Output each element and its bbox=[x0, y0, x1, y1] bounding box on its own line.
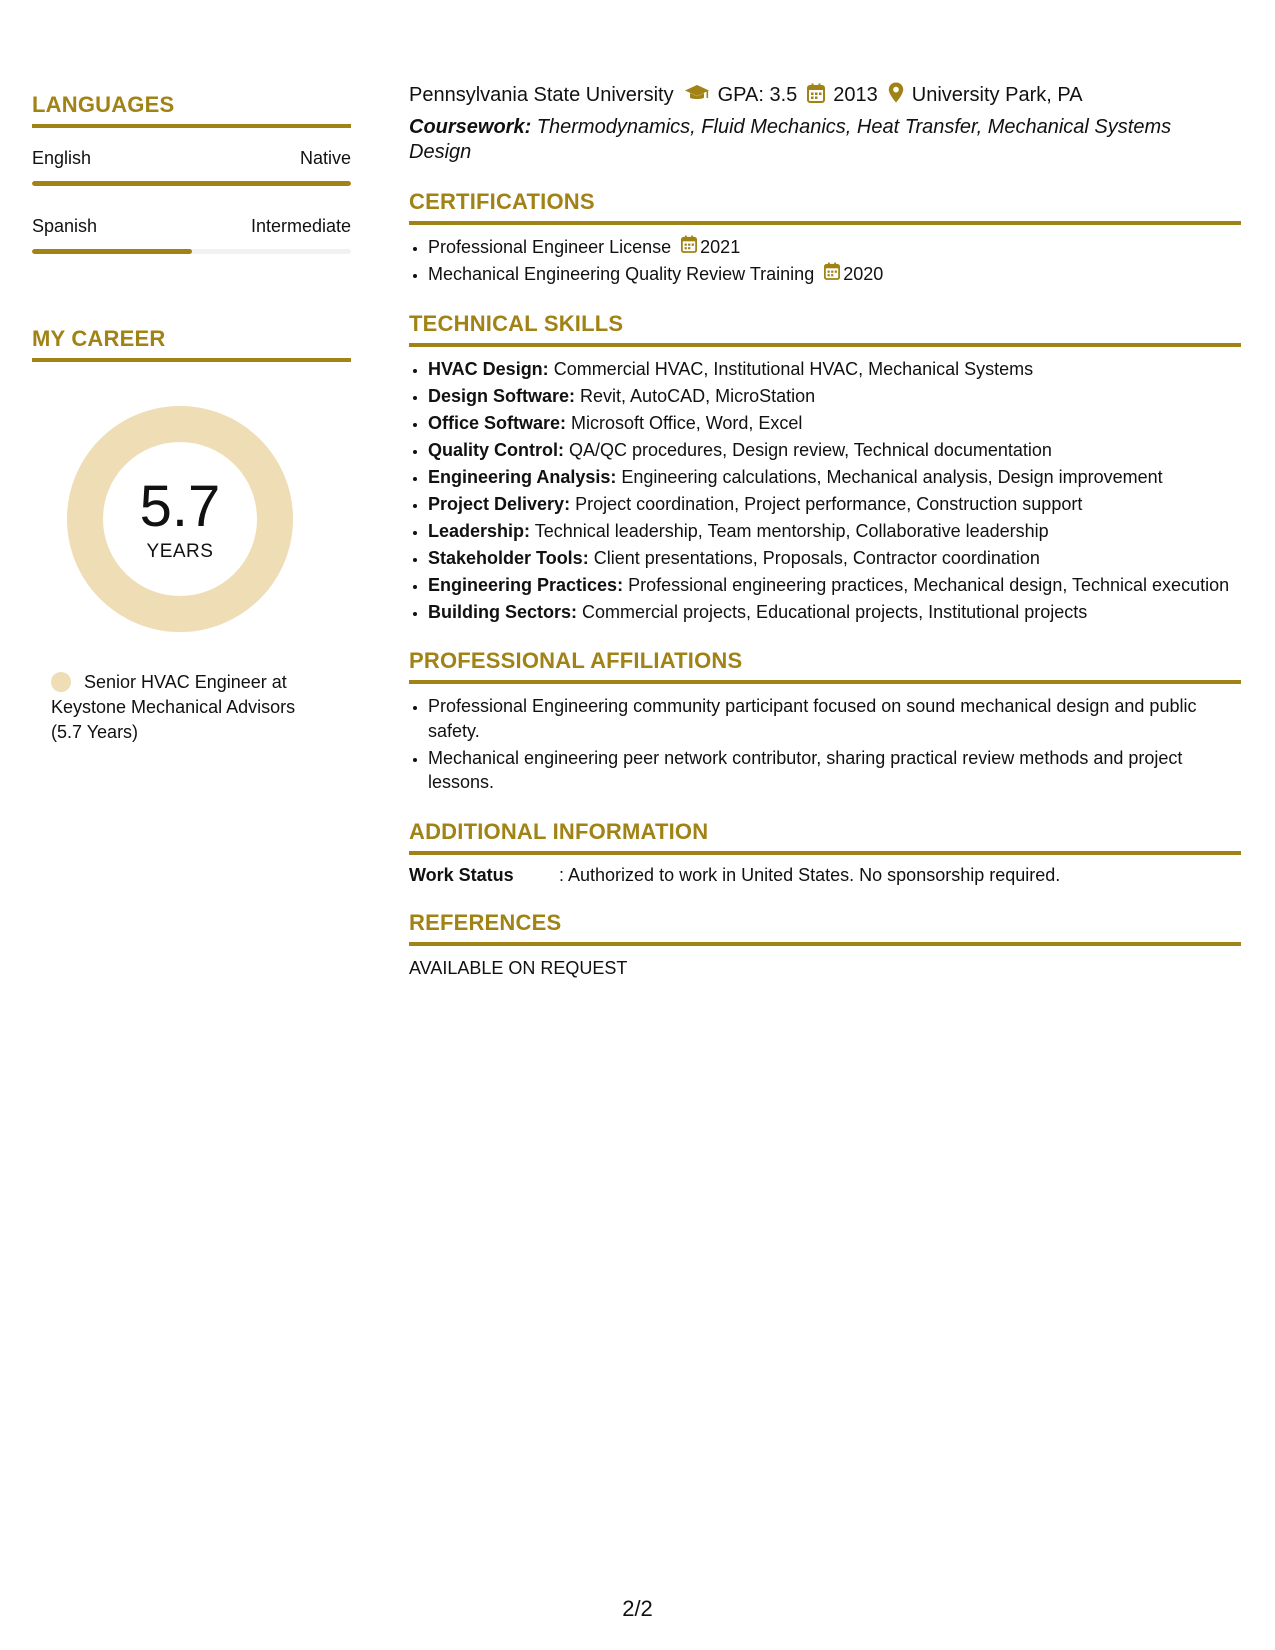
skill-text: Microsoft Office, Word, Excel bbox=[566, 412, 803, 433]
page-number: 2/2 bbox=[622, 1596, 653, 1621]
certifications-title: CERTIFICATIONS bbox=[409, 189, 1241, 225]
certification-name: Professional Engineer License bbox=[428, 237, 672, 257]
affiliations-title: PROFESSIONAL AFFILIATIONS bbox=[409, 648, 1241, 684]
skill-text: Commercial projects, Educational projects, Institutional projects bbox=[577, 601, 1088, 622]
career-donut-center bbox=[67, 406, 293, 632]
graduation-cap-icon bbox=[684, 84, 710, 108]
language-item bbox=[32, 148, 351, 186]
right-column bbox=[409, 82, 1241, 979]
education-line bbox=[409, 82, 1241, 109]
languages-section bbox=[32, 92, 351, 254]
skill-text: Technical leadership, Team mentorship, Collaborative leadership bbox=[530, 520, 1049, 541]
list-item: • Mechanical engineering peer network contributor, sharing practical review methods and project lessons. bbox=[428, 746, 1241, 795]
list-item bbox=[428, 519, 1241, 544]
skill-label: Project Delivery: bbox=[428, 493, 571, 514]
affiliations-list bbox=[409, 694, 1241, 795]
gpa: GPA: 3.5 bbox=[717, 84, 798, 106]
work-status-label: Work Status bbox=[409, 864, 514, 885]
skill-text: Commercial HVAC, Institutional HVAC, Mechanical Systems bbox=[548, 358, 1034, 379]
list-item bbox=[428, 465, 1241, 490]
calendar-icon bbox=[824, 262, 840, 287]
additional-info-title: ADDITIONAL INFORMATION bbox=[409, 819, 1241, 855]
language-name: Spanish bbox=[32, 216, 98, 236]
language-name: English bbox=[32, 148, 92, 168]
work-status-row bbox=[409, 865, 1241, 886]
list-item bbox=[428, 600, 1241, 625]
left-column bbox=[32, 92, 351, 745]
skill-label: HVAC Design: bbox=[428, 358, 549, 379]
school-location: University Park, PA bbox=[911, 84, 1083, 106]
list-item bbox=[428, 492, 1241, 517]
affiliations-section bbox=[409, 648, 1241, 795]
skill-label: Quality Control: bbox=[428, 439, 564, 460]
references-section bbox=[409, 910, 1241, 979]
certification-name: Mechanical Engineering Quality Review Training bbox=[428, 264, 815, 284]
language-proficiency-fill bbox=[32, 181, 351, 186]
map-pin-icon bbox=[888, 82, 904, 109]
skill-label: Building Sectors: bbox=[428, 601, 578, 622]
career-entry-text: Senior HVAC Engineer at Keystone Mechanical Advisors (5.7 Years) bbox=[51, 672, 296, 742]
skill-label: Design Software: bbox=[428, 385, 576, 406]
list-item bbox=[428, 235, 1241, 260]
skill-text: Engineering calculations, Mechanical analysis, Design improvement bbox=[616, 466, 1163, 487]
skill-text: Professional engineering practices, Mechanical design, Technical execution bbox=[623, 574, 1230, 595]
certification-year: 2021 bbox=[700, 237, 741, 257]
skill-label: Stakeholder Tools: bbox=[428, 547, 589, 568]
references-title: REFERENCES bbox=[409, 910, 1241, 946]
calendar-icon bbox=[681, 235, 697, 260]
career-total-value: 5.7 bbox=[139, 474, 221, 539]
career-section bbox=[32, 326, 351, 745]
career-donut-chart bbox=[67, 406, 293, 632]
skill-text: QA/QC procedures, Design review, Technical documentation bbox=[564, 439, 1052, 460]
list-item bbox=[428, 262, 1241, 287]
skill-label: Engineering Analysis: bbox=[428, 466, 617, 487]
certification-year: 2020 bbox=[843, 264, 884, 284]
list-item bbox=[428, 384, 1241, 409]
references-text: AVAILABLE ON REQUEST bbox=[409, 957, 628, 978]
graduation-year: 2013 bbox=[833, 84, 878, 106]
coursework-text: Thermodynamics, Fluid Mechanics, Heat Transfer, Mechanical Systems Design bbox=[409, 116, 1172, 163]
work-status-value: : Authorized to work in United States. No sponsorship required. bbox=[559, 864, 1061, 885]
skills-list bbox=[409, 357, 1241, 625]
language-proficiency-fill bbox=[32, 249, 192, 254]
career-title: MY CAREER bbox=[32, 326, 351, 362]
list-item bbox=[428, 357, 1241, 382]
skill-text: Revit, AutoCAD, MicroStation bbox=[575, 385, 816, 406]
languages-title: LANGUAGES bbox=[32, 92, 351, 128]
skill-label: Office Software: bbox=[428, 412, 567, 433]
skill-text: Client presentations, Proposals, Contractor coordination bbox=[588, 547, 1040, 568]
additional-info-section bbox=[409, 819, 1241, 886]
language-proficiency-bar bbox=[32, 181, 351, 186]
language-item bbox=[32, 216, 351, 254]
career-legend-dot bbox=[51, 672, 71, 692]
skill-label: Leadership: bbox=[428, 520, 531, 541]
coursework-label: Coursework: bbox=[409, 116, 532, 138]
list-item: • Professional Engineering community participant focused on sound mechanical design and public safety. bbox=[428, 694, 1241, 743]
coursework bbox=[409, 115, 1179, 165]
career-entry bbox=[51, 670, 331, 745]
skills-title: TECHNICAL SKILLS bbox=[409, 311, 1241, 347]
language-level: Intermediate bbox=[250, 216, 351, 236]
skill-text: Project coordination, Project performance, Construction support bbox=[570, 493, 1083, 514]
education-section bbox=[409, 82, 1241, 165]
list-item bbox=[428, 546, 1241, 571]
certifications-list bbox=[409, 235, 1241, 287]
school-name: Pennsylvania State University bbox=[409, 84, 674, 106]
skill-label: Engineering Practices: bbox=[428, 574, 624, 595]
list-item bbox=[428, 411, 1241, 436]
list-item bbox=[428, 438, 1241, 463]
certifications-section bbox=[409, 189, 1241, 287]
skills-section bbox=[409, 311, 1241, 625]
language-level: Native bbox=[299, 148, 351, 168]
calendar-icon bbox=[807, 83, 825, 109]
list-item bbox=[428, 573, 1241, 598]
language-proficiency-bar bbox=[32, 249, 351, 254]
career-total-unit: YEARS bbox=[146, 541, 214, 562]
